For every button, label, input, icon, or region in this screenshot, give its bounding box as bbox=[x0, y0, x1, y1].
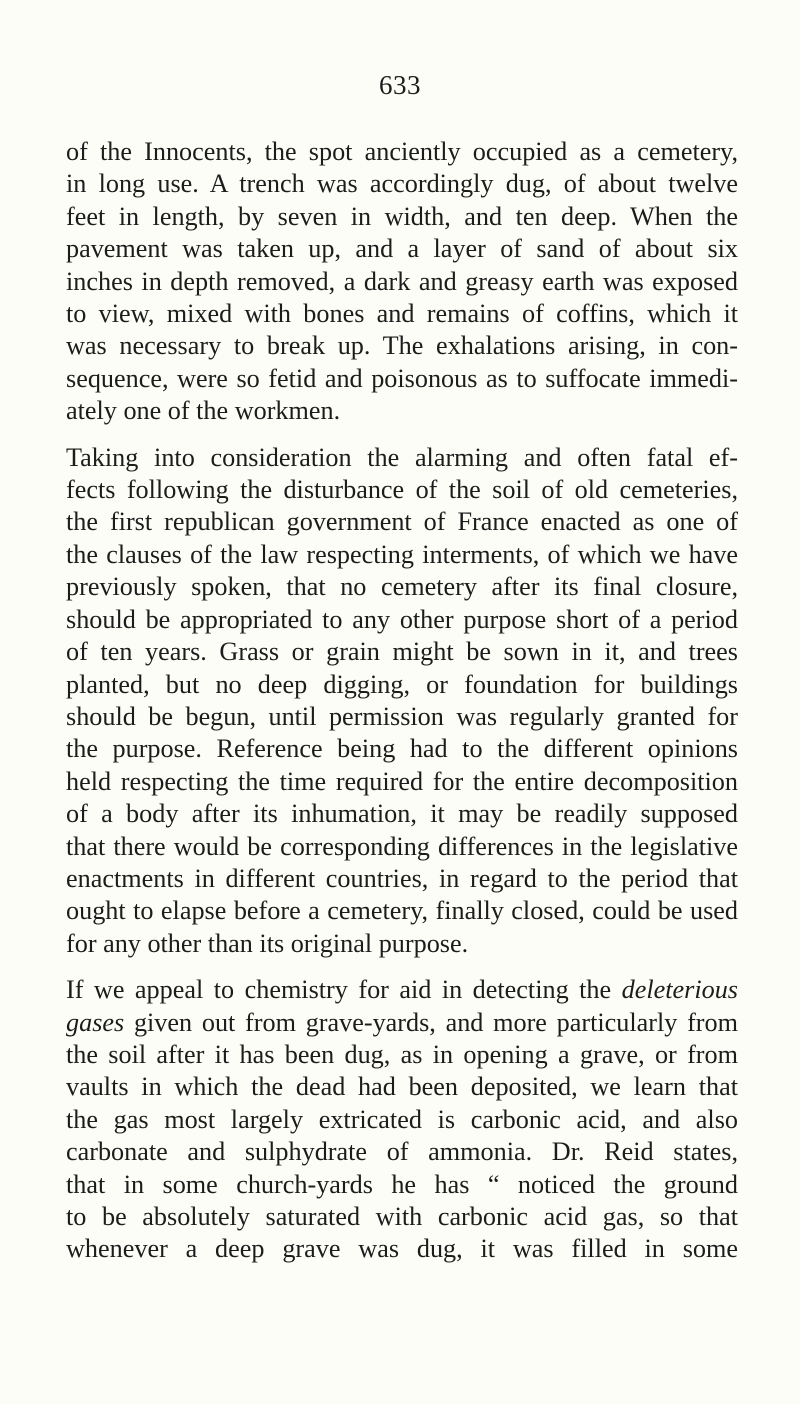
text-line: for any other than its original purpose. bbox=[66, 928, 469, 958]
text-line: held respecting the time required for the entire decomposition bbox=[66, 766, 738, 796]
text-run: given out from grave-yards, and more particularly from bbox=[124, 1007, 738, 1037]
body-text bbox=[66, 136, 738, 1266]
paragraph-2 bbox=[66, 442, 738, 961]
text-line: vaults in which the dead had been deposited, we learn that bbox=[66, 1072, 738, 1102]
text-line bbox=[66, 974, 738, 1006]
text-line: the purpose. Reference being had to the different opinions bbox=[66, 734, 738, 764]
text-line: of a body after its inhumation, it may be readily supposed bbox=[66, 799, 738, 829]
text-line: the soil after it has been dug, as in opening a grave, or from bbox=[66, 1039, 738, 1069]
text-line: to be absolutely saturated with carbonic acid gas, so that bbox=[66, 1202, 738, 1231]
text-line: sequence, were so fetid and poisonous as to suffocate immedi- bbox=[66, 363, 738, 393]
text-line: carbonate and sulphydrate of ammonia. Dr. Reid states, bbox=[66, 1137, 738, 1167]
text-line: of ten years. Grass or grain might be sown in it, and trees bbox=[66, 637, 738, 667]
text-line: of the Innocents, the spot anciently occupied as a cemetery, bbox=[66, 137, 738, 166]
text-line: ought to elapse before a cemetery, finally closed, could be used bbox=[66, 896, 738, 926]
text-line: fects following the disturbance of the soil of old cemeteries, bbox=[66, 475, 738, 505]
paragraph-3 bbox=[66, 974, 738, 1266]
text-line: that in some church-yards he has “ noticed the ground bbox=[66, 1169, 738, 1199]
text-line bbox=[66, 1007, 738, 1039]
text-line: ately one of the workmen. bbox=[66, 396, 341, 426]
paragraph-1 bbox=[66, 136, 738, 428]
text-line: should be begun, until permission was regularly granted for bbox=[66, 701, 738, 731]
italic-term: gases bbox=[66, 1007, 125, 1037]
text-line: whenever a deep grave was dug, it was filled in some bbox=[66, 1234, 738, 1264]
text-line: the first republican government of France enacted as one of bbox=[66, 507, 738, 537]
text-line: that there would be corresponding differences in the legislative bbox=[66, 831, 738, 861]
text-line: previously spoken, that no cemetery after its final closure, bbox=[66, 572, 738, 602]
text-line: Taking into consideration the alarming and often fatal ef- bbox=[66, 442, 738, 472]
text-line: should be appropriated to any other purpose short of a period bbox=[66, 604, 738, 634]
text-line: to view, mixed with bones and remains of coffins, which it bbox=[66, 299, 738, 329]
text-line: inches in depth removed, a dark and greasy earth was exposed bbox=[66, 266, 738, 296]
text-line: in long use. A trench was accordingly dug, of about twelve bbox=[66, 169, 738, 199]
text-line: pavement was taken up, and a layer of sand of about six bbox=[66, 234, 738, 264]
text-line: enactments in different countries, in regard to the period that bbox=[66, 863, 738, 893]
text-run: If we appeal to chemistry for aid in detecting the bbox=[66, 975, 622, 1005]
text-line: planted, but no deep digging, or foundation for buildings bbox=[66, 669, 738, 699]
text-line: feet in length, by seven in width, and ten deep. When the bbox=[66, 201, 738, 231]
text-line: the clauses of the law respecting interments, of which we have bbox=[66, 539, 738, 569]
italic-term: deleterious bbox=[621, 975, 738, 1005]
text-line: the gas most largely extricated is carbonic acid, and also bbox=[66, 1104, 738, 1134]
text-line: was necessary to break up. The exhalations arising, in con- bbox=[66, 331, 738, 361]
page-number: 633 bbox=[379, 70, 421, 100]
